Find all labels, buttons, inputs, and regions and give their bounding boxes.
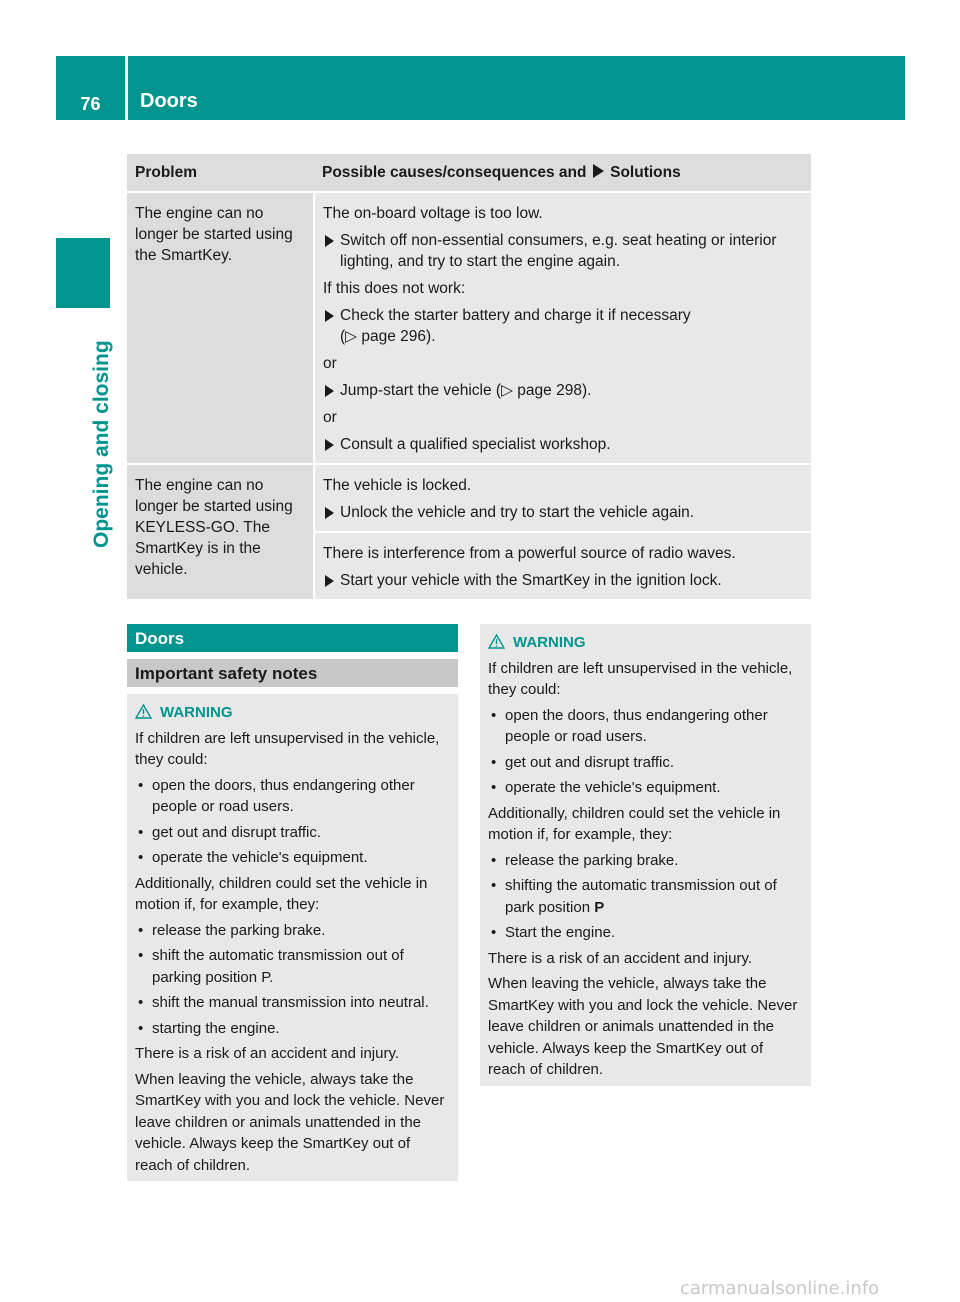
solution-step bbox=[323, 305, 803, 347]
list-item: • shift the automatic transmission out of parking position P. bbox=[135, 945, 450, 988]
step-arrow-icon bbox=[325, 439, 334, 451]
step-text: Check the starter battery and charge it if necessary bbox=[340, 307, 691, 324]
warning-text: When leaving the vehicle, always take the SmartKey with you and lock the vehicle. Never leave children or animals unattended in the vehicle. Always keep the SmartKey out of reach of children. bbox=[135, 1070, 445, 1174]
solution-step bbox=[323, 502, 803, 523]
section-subtitle: Important safety notes bbox=[127, 659, 458, 687]
step-text: Switch off non-essential consumers, e.g. seat heating or interior lighting, and try to start the engine again. bbox=[340, 232, 777, 270]
list-item-text: shifting the automatic transmission out of park position bbox=[505, 877, 777, 916]
page-header bbox=[56, 56, 905, 120]
solution-step bbox=[323, 230, 803, 272]
page-reference: (▷ page 296). bbox=[340, 328, 436, 345]
warning-triangle-icon bbox=[488, 634, 505, 649]
solution-step bbox=[323, 380, 803, 401]
warning-text: If children are left unsupervised in the vehicle, they could: bbox=[488, 659, 793, 698]
warning-title bbox=[135, 702, 450, 724]
table-row bbox=[127, 192, 811, 464]
chapter-label-text: Opening and closing bbox=[90, 340, 113, 548]
list-item: • starting the engine. bbox=[135, 1018, 450, 1040]
list-item: • get out and disrupt traffic. bbox=[488, 752, 803, 774]
step-arrow-icon bbox=[593, 164, 604, 178]
warning-text: If children are left unsupervised in the vehicle, they could: bbox=[135, 729, 440, 768]
troubleshooting-table bbox=[127, 154, 811, 599]
or-text: or bbox=[323, 355, 337, 372]
solution-step bbox=[323, 570, 803, 591]
column-header-solutions bbox=[314, 154, 811, 192]
list-item: • operate the vehicle's equipment. bbox=[135, 847, 450, 869]
step-arrow-icon bbox=[325, 507, 334, 519]
warning-text: Additionally, children could set the vehicle in motion if, for example, they: bbox=[488, 804, 781, 843]
cause-text: There is interference from a powerful source of radio waves. bbox=[323, 545, 736, 562]
chapter-tab bbox=[56, 238, 110, 308]
page-number: 76 bbox=[80, 94, 101, 114]
warning-title-text: WARNING bbox=[513, 634, 586, 651]
or-text: or bbox=[323, 409, 337, 426]
warning-title-text: WARNING bbox=[160, 704, 233, 721]
column-header-solutions-suffix: Solutions bbox=[610, 164, 681, 181]
warning-box bbox=[127, 694, 458, 1181]
gear-position-label: P bbox=[594, 898, 605, 916]
warning-text: There is a risk of an accident and injury. bbox=[488, 949, 753, 967]
header-title: Doors bbox=[140, 90, 198, 112]
solution-step bbox=[323, 434, 803, 455]
cause-text: If this does not work: bbox=[323, 280, 466, 297]
step-arrow-icon bbox=[325, 575, 334, 587]
list-item bbox=[488, 875, 803, 918]
header-divider bbox=[125, 56, 128, 120]
column-header-problem: Problem bbox=[127, 154, 314, 192]
list-item: • Start the engine. bbox=[488, 922, 803, 944]
warning-text: Additionally, children could set the vehicle in motion if, for example, they: bbox=[135, 874, 428, 913]
step-text: Consult a qualified specialist workshop. bbox=[340, 436, 611, 453]
warning-title bbox=[488, 632, 803, 654]
step-text: Start your vehicle with the SmartKey in the ignition lock. bbox=[340, 572, 722, 589]
list-item: • operate the vehicle's equipment. bbox=[488, 777, 803, 799]
solution-cell bbox=[314, 532, 811, 599]
list-item: • release the parking brake. bbox=[135, 920, 450, 942]
cause-text: The on-board voltage is too low. bbox=[323, 205, 543, 222]
list-item: • open the doors, thus endangering other people or road users. bbox=[135, 775, 450, 818]
warning-box bbox=[480, 624, 811, 1086]
warning-triangle-icon bbox=[135, 704, 152, 719]
step-text: Unlock the vehicle and try to start the vehicle again. bbox=[340, 504, 695, 521]
column-header-solutions-prefix: Possible causes/consequences and bbox=[322, 164, 587, 181]
warning-text: There is a risk of an accident and injury. bbox=[135, 1045, 400, 1062]
list-item: • shift the manual transmission into neutral. bbox=[135, 992, 450, 1014]
list-item: • open the doors, thus endangering other people or road users. bbox=[488, 705, 803, 748]
step-text: Jump-start the vehicle (▷ page 298). bbox=[340, 382, 592, 399]
warning-text: When leaving the vehicle, always take the SmartKey with you and lock the vehicle. Never leave children or animals unattended in the vehicle. Always keep the SmartKey out of reach of children. bbox=[488, 975, 798, 1078]
section-title: Doors bbox=[127, 624, 458, 652]
cause-text: The vehicle is locked. bbox=[323, 477, 472, 494]
list-item: • release the parking brake. bbox=[488, 850, 803, 872]
step-arrow-icon bbox=[325, 310, 334, 322]
table-header-row bbox=[127, 154, 811, 192]
solution-cell bbox=[314, 464, 811, 532]
step-arrow-icon bbox=[325, 385, 334, 397]
solution-cell bbox=[314, 192, 811, 464]
list-item: • get out and disrupt traffic. bbox=[135, 822, 450, 844]
step-arrow-icon bbox=[325, 235, 334, 247]
problem-cell: The engine can no longer be started using the SmartKey. bbox=[127, 192, 314, 464]
problem-cell: The engine can no longer be started using KEYLESS-GO. The SmartKey is in the vehicle. bbox=[127, 464, 314, 599]
table-row bbox=[127, 464, 811, 532]
watermark: carmanualsonline.info bbox=[680, 1278, 880, 1299]
